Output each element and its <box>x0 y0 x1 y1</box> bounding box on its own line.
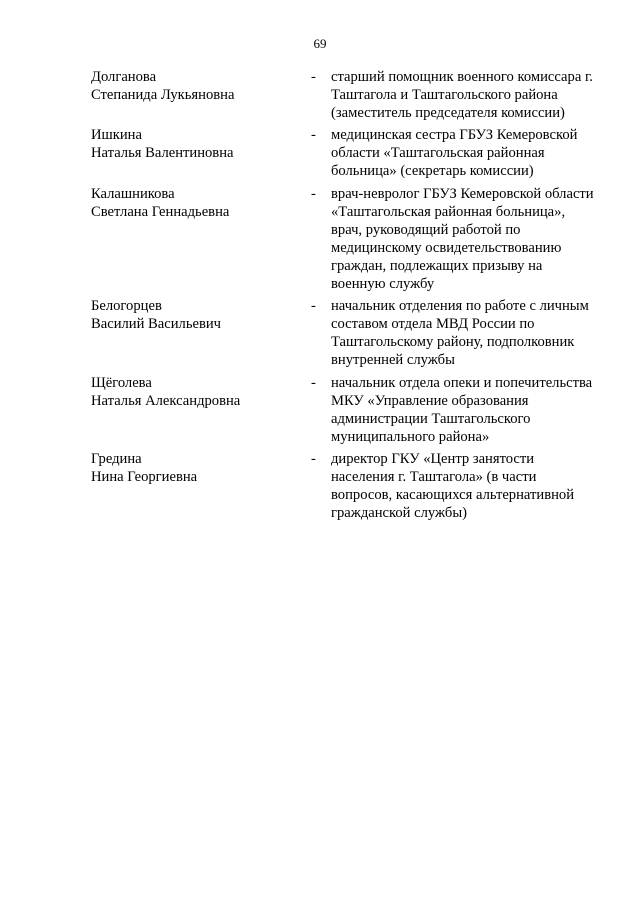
member-name <box>91 374 311 446</box>
member-entry <box>91 185 594 294</box>
member-surname: Гредина <box>91 450 142 467</box>
member-role: врач-невролог ГБУЗ Кемеровской области «Таштагольская районная больница», врач, руководящий работой по медицинскому освидетельствованию граждан, подлежащих призыву на военную службу <box>331 185 594 293</box>
dash-separator: - <box>311 298 316 315</box>
member-given-name: Наталья Валентиновна <box>91 145 234 162</box>
member-entry <box>91 374 591 446</box>
member-given-name: Степанида Лукьяновна <box>91 87 235 104</box>
member-entry <box>91 450 591 522</box>
member-role: начальник отдела опеки и попечительства МКУ «Управление образования администрации Таштагольского муниципального района» <box>331 374 593 445</box>
member-surname: Долганова <box>91 69 157 85</box>
member-role: директор ГКУ «Центр занятости населения г. Таштагола» (в части вопросов, касающихся альтернативной гражданской службы) <box>331 450 575 522</box>
member-role: старший помощник военного комиссара г. Таштагола и Таштагольского района (заместитель председателя комиссии) <box>331 69 593 122</box>
member-surname: Щёголева <box>91 374 152 391</box>
member-given-name: Наталья Александровна <box>91 392 241 409</box>
dash-separator: - <box>311 127 316 144</box>
member-name <box>91 68 311 122</box>
member-name <box>91 450 311 522</box>
member-given-name: Василий Васильевич <box>91 316 222 333</box>
member-given-name: Нина Георгиевна <box>91 468 198 485</box>
dash-separator: - <box>311 69 316 85</box>
page-number: 69 <box>313 36 327 51</box>
dash-separator: - <box>311 185 316 202</box>
commission-members-list <box>91 68 594 526</box>
member-name <box>91 297 311 369</box>
dash-separator: - <box>311 450 316 467</box>
member-surname: Белогорцев <box>91 298 162 315</box>
dash-separator: - <box>311 374 316 391</box>
member-entry <box>91 297 591 369</box>
member-role: начальник отделения по работе с личным составом отдела МВД России по Таштагольскому району, подполковник внутренней службы <box>331 298 589 369</box>
member-entry <box>91 126 591 180</box>
member-entry <box>91 68 591 122</box>
member-surname: Ишкина <box>91 127 142 144</box>
member-role: медицинская сестра ГБУЗ Кемеровской области «Таштагольская районная больница» (секретарь комиссии) <box>331 127 578 180</box>
member-name <box>91 185 311 294</box>
member-name <box>91 126 311 180</box>
member-given-name: Светлана Геннадьевна <box>91 203 230 220</box>
member-surname: Калашникова <box>91 185 175 202</box>
